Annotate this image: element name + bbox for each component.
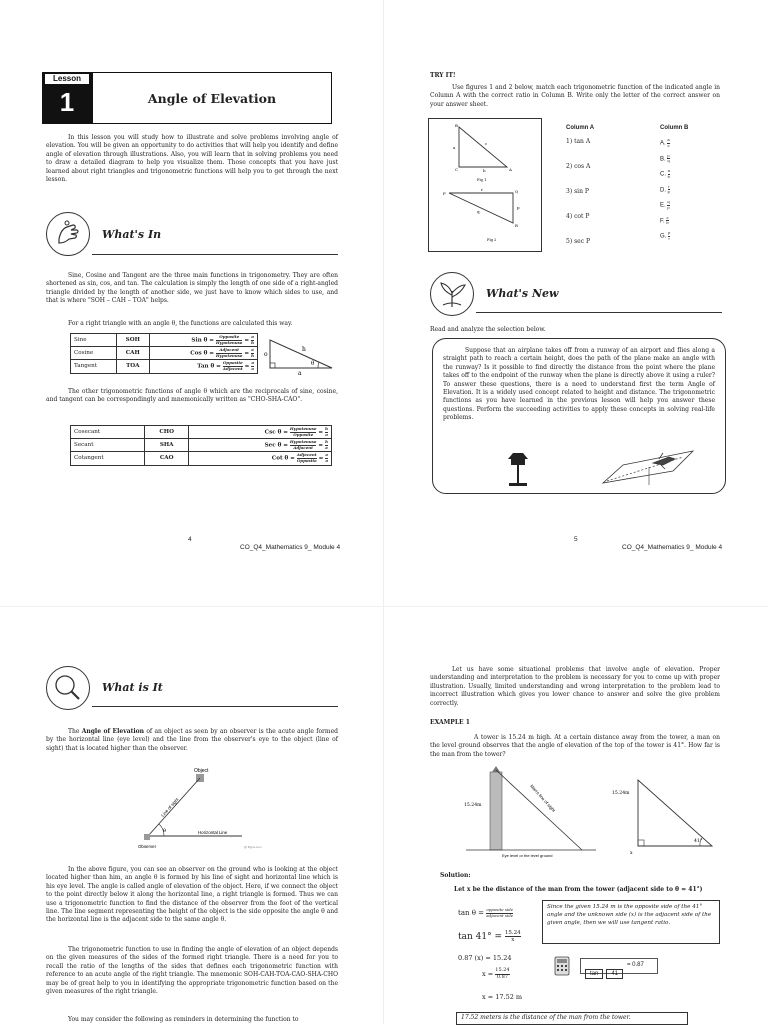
equation-5: x = 17.52 m [482,993,523,1001]
whats-in-paragraph-1: Sine, Cosine and Tangent are the three main functions in trigonometry. They are often shortened as sin, cos, and tan. The calculation is simply the length of one side of a right-angled triangle divided by the length of another side, we just have to know which sides to use, and that is where "SOH – CAH – TOA" helps. [46,272,338,305]
fig1-caption: Fig 1 [477,178,487,182]
heading-rule [92,706,338,707]
column-b-item: G. $\frac{p}{r}$ [660,230,671,241]
page-7 [384,512,768,1024]
ratio-formula: Cot θ = $\frac{\text{Adjacent}}{\text{Opposite}}$ = $\frac{a}{o}$ [189,452,332,465]
function-name: Cosecant [71,426,145,439]
try-it-heading: TRY IT! [430,72,456,79]
svg-text:R: R [515,223,519,228]
equation-4 [482,968,510,980]
column-a-title: Column A [566,125,595,131]
page-footer: CO_Q4_Mathematics 9_ Module 4 [622,544,723,551]
eq4-lhs: x = [482,970,494,979]
column-b-item: E. $\frac{q}{p}$ [660,199,670,210]
example-heading: EXAMPLE 1 [430,719,470,726]
eq1-fraction: $\frac{\text{opposite side}}{\text{adjacent side}}$ [486,907,514,918]
function-name: Tangent [71,360,117,373]
svg-text:A: A [509,167,512,172]
mnemonic-code: CAO [145,452,189,465]
tri-label-h: h [302,346,306,353]
ratio-formula: Sec θ = $\frac{\text{Hypotenuse}}{\text{Adjacent}}$ = $\frac{h}{a}$ [189,439,332,452]
hand-icon [46,212,90,256]
calc-result: = 0.87 [627,962,644,968]
mnemonic-code: CHO [145,426,189,439]
tri-label-a: a [298,370,302,377]
selection-box [432,338,726,494]
table-row [71,439,332,452]
ratio-formula: Cos θ = $\frac{\text{Adjacent}}{\text{Hypotenuse}}$ = $\frac{a}{h}$ [149,347,257,360]
equation-2 [458,930,521,943]
page-6 [0,512,384,1024]
trig-table-reciprocal [70,425,332,466]
explanation-paragraph-1: In the above figure, you can see an observer on the ground who is looking at the object located higher than him, an angle θ is formed by his line of sight and horizontal line which is his eye level. The angle is called angle of elevation of the object. Here, if we connect the object to the point directly below it along the horizontal line, a right triangle is formed. Thus we can use a trigonometric function to find the distance of the observer from the foot of the vertical line. The line segment representing the height of the object is the side opposite the angle θ and the horizontal line is the adjacent side to the same angle θ. [46,866,338,924]
table-row [71,426,332,439]
fig-theta: θ [163,828,167,834]
function-name: Cotangent [71,452,145,465]
def-pre: The [68,728,82,735]
mnemonic-code: SHA [145,439,189,452]
function-name: Sine [71,334,117,347]
definition-paragraph [46,728,338,753]
fig-credit: @ Byjus.com [244,845,262,849]
svg-text:r: r [481,187,483,192]
heading-rule [476,312,722,313]
selection-text: Suppose that an airplane takes off from a runway of an airport and flies along a straight path to reach a certain height, does the path of the plane make an angle with the runway? Is it possible to find directly the distance from the point where the plane takes off to the endpoint of the runway when the plane is directly above it using a ruler? To answer these questions, there is a need to understand first the term Angle of Elevation. It is a widely used concept related to height and distance. The trigonometric functions as you have learned in the previous lesson will help you answer these questions. Perform the succeeding activities to apply these concepts in solving real-life problems. [443,347,715,422]
column-b-item: A. $\frac{a}{c}$ [660,137,670,148]
table-row [71,334,258,347]
explanation-paragraph-2: The trigonometric function to use in finding the angle of elevation of an object depends on the given measures of the sides of the formed right triangle. There is a need for you to recall the ratio of the lengths of the sides that defines each trigonometric function with reference to an acute angle of the right triangle. The mnemonic SOH-CAH-TOA-CAO-SHA-CHO may be of great help to you in identifying the appropriate trigonometric function based on the given measures of the right triangle. [46,946,338,996]
line-of-sight-label: Man's line of sight [529,783,557,813]
right-triangle-model [612,774,730,856]
function-name: Cosine [71,347,117,360]
def-term: Angle of Elevation [81,728,145,735]
svg-text:C: C [455,167,459,172]
tri-x-label: x [630,851,633,856]
svg-text:q: q [477,209,480,214]
eq4-fraction: $\frac{15.24}{0.87}$ [495,967,510,980]
page-number: 5 [574,536,578,543]
calc-key-list [585,960,626,979]
table-row [71,452,332,465]
fig-horizontal-label: Horizontal Line [198,830,228,835]
explanation-note: Since the given 15.24 m is the opposite side of the 41° angle and the unknown side (x) is the adjacent side of the given angle, then we will use tangent ratio. [547,904,712,926]
calc-key: 41 [606,969,623,979]
right-triangle-figure [262,334,340,376]
magnifier-icon [46,666,90,710]
explanation-note-box [542,900,720,944]
table-row [71,360,258,373]
whats-in-heading: What's In [102,228,162,241]
fig-observer-label: Observer [138,844,157,849]
calculator-keys [580,958,658,977]
function-name: Secant [71,439,145,452]
column-a-item: 5) sec P [566,238,590,245]
fig2-caption: Fig 2 [487,238,497,242]
column-a-item: 3) sin P [566,188,589,195]
svg-text:b: b [483,168,486,173]
trig-table-primary [70,333,258,374]
table-row [71,347,258,360]
tower-figure [462,766,602,858]
page-footer: CO_Q4_Mathematics 9_ Module 4 [240,544,341,551]
column-b-item: D. $\frac{r}{p}$ [660,183,670,195]
svg-text:c: c [485,141,488,146]
fig-object-label: Object [194,768,209,774]
mnemonic-code: CAH [117,347,150,360]
lesson-label: Lesson [45,74,89,84]
column-a-item: 4) cot P [566,213,590,220]
svg-text:B: B [455,123,458,128]
explanation-paragraph-3: You may consider the following as reminders in determining the function to [68,1016,299,1023]
calculator-icon [554,956,570,976]
fig-los-label: Line of sight [159,796,180,818]
figures-box [428,118,542,252]
column-a-item: 1) tan A [566,138,591,145]
tower-height-label: 15.24m [464,803,482,808]
svg-text:a: a [453,145,456,150]
intro-paragraph: In this lesson you will study how to illustrate and solve problems involving angle of elevation. You will be given an opportunity to do activities that will help you identify and define angle of elevation through illustrations. Also, you will learn that in solving problems you need to draw a detailed diagram to help you visualize them. Those concepts that you have just learned about right triangles and trigonometric functions will help you to get through the next lesson. [46,134,338,184]
situational-intro: Let us have some situational problems that involve angle of elevation. Proper understanding and interpretation to the problem is necessary for you to come up with proper illustration. Usually, limited understanding and wrong interpretation to the problem lead to incorrect illustration which gives you lower chance to answer and solve the give problem correctly. [430,666,720,707]
svg-text:P: P [443,191,446,196]
tri-angle-label: 41° [694,839,703,844]
column-a-item: 2) cos A [566,163,591,170]
ratio-formula: Csc θ = $\frac{\text{Hypotenuse}}{\text{Opposite}}$ = $\frac{h}{o}$ [189,426,332,439]
mnemonic-code: TOA [117,360,150,373]
lesson-title-box [92,72,332,124]
let-statement: Let x be the distance of the man from the tower (adjacent side to θ = 41°) [454,886,703,893]
tri-label-theta: θ [311,361,315,367]
airplane-illustration [503,447,723,491]
column-b-item: C. $\frac{a}{b}$ [660,168,670,179]
answer-box [456,1012,688,1025]
page-number: 4 [188,536,192,543]
angle-elevation-figure [138,764,278,856]
lesson-title: Angle of Elevation [147,91,277,106]
eq2-fraction: $\frac{15.24}{x}$ [504,930,521,943]
mnemonic-code: SOH [117,334,150,347]
solution-heading: Solution: [440,872,471,879]
page-4 [0,0,384,551]
equation-3: 0.87 (x) = 15.24 [458,954,512,962]
svg-text:Q: Q [515,189,519,194]
whats-new-heading: What's New [486,287,559,300]
whats-in-paragraph-2: For a right triangle with an angle θ, the functions are calculated this way. [68,320,293,327]
equation-1 [458,908,513,918]
ratio-formula: Sin θ = $\frac{\text{Opposite}}{\text{Hypotenuse}}$ = $\frac{o}{h}$ [149,334,257,347]
column-b-item: B. $\frac{p}{q}$ [660,152,670,164]
calc-key: tan [585,969,603,979]
def-post: of an object as seen by an observer is the acute angle formed by the horizontal line (eye level) and the line from the observer's eye to the object (line of sight) that is located higher than the observer. [46,728,339,752]
lesson-number: 1 [59,87,75,117]
what-is-it-heading: What is It [102,681,163,694]
whats-in-paragraph-3: The other trigonometric functions of angle θ which are the reciprocals of sine, cosine, and tangent can be correspondingly and mnemonically written as "CHO-SHA-CAO". [46,388,338,404]
eq1-lhs: tan θ = [458,909,485,918]
page-5 [384,0,768,551]
read-instruction: Read and analyze the selection below. [430,326,546,333]
tri-height-label: 15.24m [612,791,630,796]
tri-label-o: o [264,351,268,358]
eq2-lhs: tan 41° = [458,932,502,942]
heading-rule [92,254,338,255]
svg-text:p: p [517,205,520,210]
try-it-instructions: Use figures 1 and 2 below, match each trigonometric function of the indicated angle in Column A with the correct ratio in Column B. Write only the letter of the correct answer on your answer sheet. [430,84,720,108]
ratio-formula: Tan θ = $\frac{\text{Opposite}}{\text{Adjacent}}$ = $\frac{o}{a}$ [149,360,257,373]
ground-label: Eye level or the level ground [502,853,553,858]
column-b-title: Column B [660,125,689,131]
figure-triangles [429,119,541,251]
answer-text: 17.52 meters is the distance of the man from the tower. [461,1014,631,1021]
example-problem: A tower is 15.24 m high. At a certain distance away from the tower, a man on the level ground observes that the angle of elevation of the top of the tower is 41°. How far is the man from the tower? [430,734,720,758]
plant-icon [430,272,474,316]
lesson-badge [42,72,92,124]
column-b-item: F. $\frac{c}{b}$ [660,214,669,226]
